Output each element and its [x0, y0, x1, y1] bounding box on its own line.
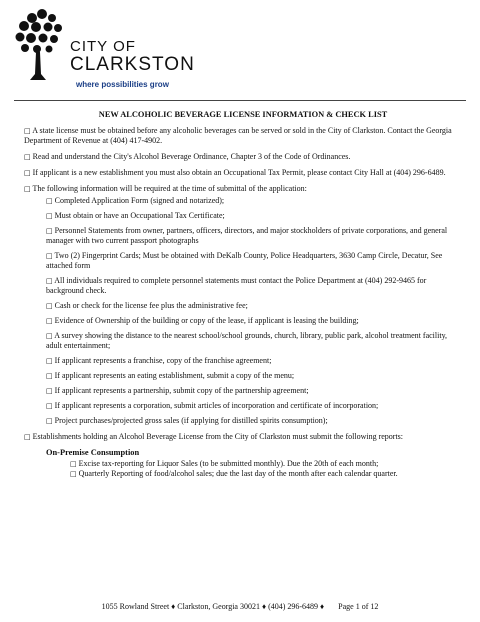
checkbox-icon: □	[46, 417, 53, 425]
paragraph-ordinance	[24, 152, 462, 162]
list-item-text: Excise tax-reporting for Liquor Sales (to be submitted monthly). Due the 20th of each month;	[78, 459, 379, 468]
paragraph-text: A state license must be obtained before any alcoholic beverages can be served or sold in the City of Clarkston. Contact the Georgia Department of Revenue at (404) 417-4902.	[24, 126, 452, 145]
list-item-text: If applicant represents a franchise, copy of the franchise agreement;	[54, 356, 272, 365]
list-item-text: A survey showing the distance to the nearest school/school grounds, church, library, public park, alcohol treatment facility, adult entertainment;	[46, 331, 448, 350]
list-item	[46, 301, 462, 311]
checkbox-icon: □	[46, 227, 53, 235]
header-divider	[14, 100, 466, 101]
document-body	[24, 110, 462, 479]
paragraph-text: Read and understand the City's Alcohol Beverage Ordinance, Chapter 3 of the Code of Ordinances.	[32, 152, 351, 161]
list-item	[46, 386, 462, 396]
list-item-text: If applicant represents an eating establishment, submit a copy of the menu;	[54, 371, 295, 380]
paragraph-text: If applicant is a new establishment you must also obtain an Occupational Tax Permit, please contact City Hall at (404) 296-6489.	[32, 168, 446, 177]
checkbox-icon: □	[46, 302, 53, 310]
paragraph-required-info	[24, 184, 462, 194]
list-item	[46, 196, 462, 206]
checkbox-icon: □	[70, 460, 77, 468]
paragraph-text: Establishments holding an Alcohol Beverage License from the City of Clarkston must submit the following reports:	[32, 432, 404, 441]
checkbox-icon: □	[24, 185, 31, 193]
checkbox-icon: □	[46, 212, 53, 220]
list-item	[46, 371, 462, 381]
list-item-text: All individuals required to complete personnel statements must contact the Police Department at (404) 292-9465 for background check.	[46, 276, 427, 295]
list-item	[46, 251, 462, 271]
checkbox-icon: □	[24, 169, 31, 177]
list-item-text: Personnel Statements from owner, partners, officers, directors, and major stockholders of private corporations, and general manager with two current passport photographs	[46, 226, 448, 245]
checkbox-icon: □	[46, 402, 53, 410]
list-item	[46, 401, 462, 411]
list-item	[70, 459, 462, 469]
list-item	[46, 416, 462, 426]
checkbox-icon: □	[46, 317, 53, 325]
paragraph-occupational-tax	[24, 168, 462, 178]
checkbox-icon: □	[70, 470, 77, 478]
paragraph-establishments	[24, 432, 462, 442]
logo-clarkston: CLARKSTON	[70, 54, 195, 75]
checkbox-icon: □	[24, 433, 31, 441]
list-item	[70, 469, 462, 479]
list-item-text: Must obtain or have an Occupational Tax Certificate;	[54, 211, 225, 220]
checkbox-icon: □	[24, 153, 31, 161]
list-item-text: Cash or check for the license fee plus the administrative fee;	[54, 301, 248, 310]
list-item	[46, 226, 462, 246]
list-item-text: Project purchases/projected gross sales (if applying for distilled spirits consumption);	[54, 416, 328, 425]
list-item	[46, 276, 462, 296]
list-item	[46, 331, 462, 351]
list-item-text: If applicant represents a partnership, submit copy of the partnership agreement;	[54, 386, 309, 395]
document-title: NEW ALCOHOLIC BEVERAGE LICENSE INFORMATION & CHECK LIST	[98, 110, 388, 119]
checkbox-icon: □	[46, 252, 53, 260]
list-item-text: If applicant represents a corporation, submit articles of incorporation and certificate of incorporation;	[54, 401, 379, 410]
footer-page-number: Page 1 of 12	[338, 602, 379, 611]
checkbox-icon: □	[24, 127, 31, 135]
logo-city-of: CITY OF	[70, 38, 136, 55]
page-footer	[0, 602, 480, 611]
checkbox-icon: □	[46, 332, 53, 340]
list-item	[46, 356, 462, 366]
logo-tagline: where possibilities grow	[76, 80, 169, 89]
paragraph-text: The following information will be required at the time of submittal of the application:	[32, 184, 307, 193]
footer-address: 1055 Rowland Street ♦ Clarkston, Georgia 30021 ♦ (404) 296-6489 ♦	[101, 602, 325, 611]
list-item-text: Completed Application Form (signed and notarized);	[54, 196, 225, 205]
checkbox-icon: □	[46, 357, 53, 365]
list-item-text: Two (2) Fingerprint Cards; Must be obtained with DeKalb County, Police Headquarters, 3630 Camp Circle, Decatur, See attached form	[46, 251, 443, 270]
checkbox-icon: □	[46, 197, 53, 205]
section-heading-on-premise: On-Premise Consumption	[46, 448, 140, 457]
list-item-text: Quarterly Reporting of food/alcohol sales; due the last day of the month after each calendar quarter.	[78, 469, 398, 478]
checkbox-icon: □	[46, 387, 53, 395]
checkbox-icon: □	[46, 372, 53, 380]
checkbox-icon: □	[46, 277, 53, 285]
paragraph-state-license	[24, 126, 462, 146]
list-item	[46, 211, 462, 221]
list-item-text: Evidence of Ownership of the building or copy of the lease, if applicant is leasing the building;	[54, 316, 359, 325]
city-logo	[12, 8, 202, 94]
list-item	[46, 316, 462, 326]
